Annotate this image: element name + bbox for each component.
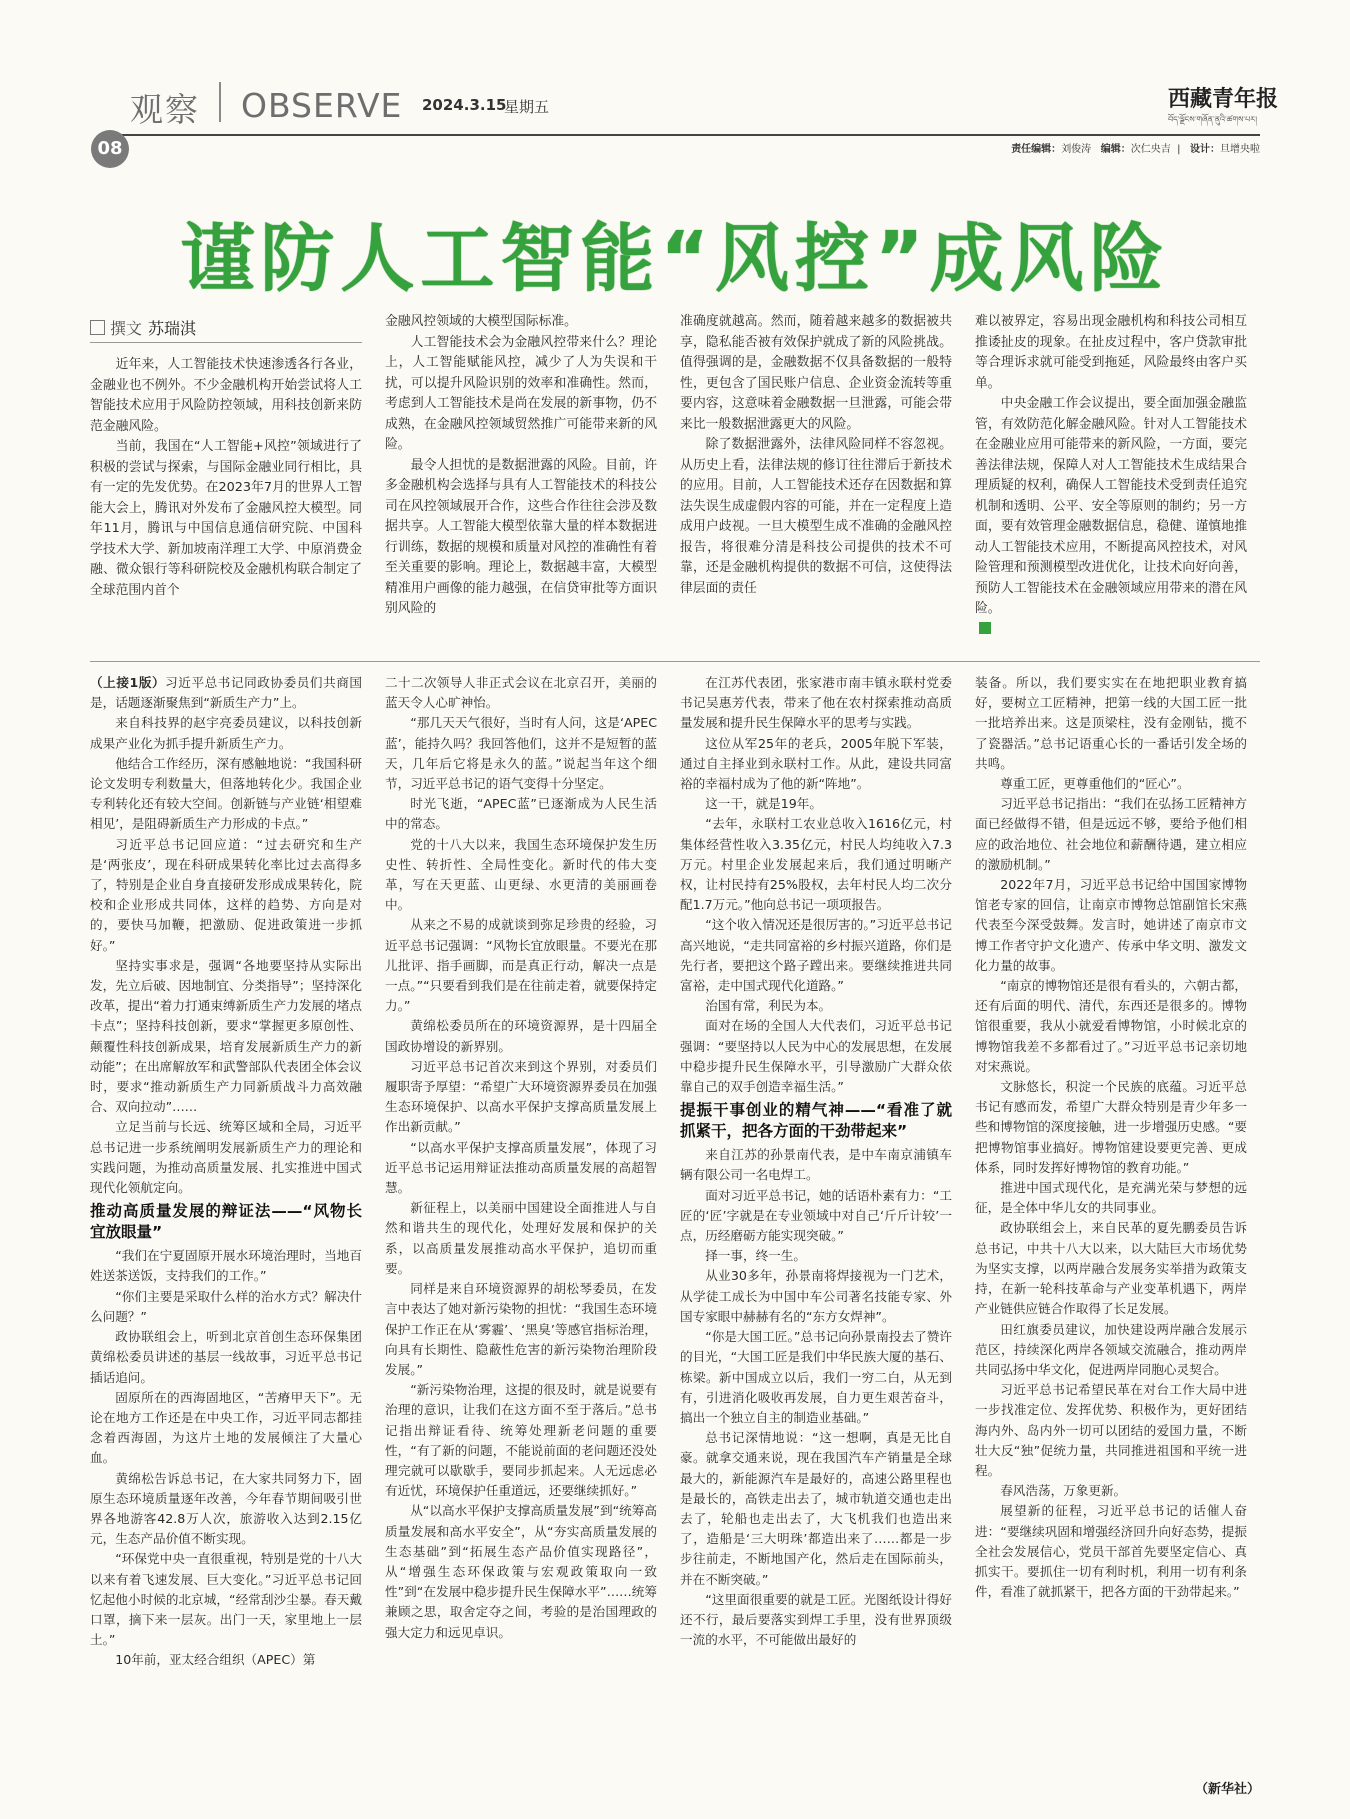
article1-column-3	[680, 312, 952, 599]
designer: 旦增央啦	[1220, 144, 1260, 155]
byline-label: 撰文	[110, 319, 143, 338]
author-name: 苏瑞淇	[148, 319, 197, 338]
paragraph: 总书记深情地说：“这一想啊，真是无比自豪。就拿交通来说，现在我国汽车产销量是全球最大的，新能源汽车是最好的，高速公路里程也是最长的，高铁走出去了，城市轨道交通也走出去了，轮船也走出去了，大飞机我们也造出来了，造船是‘三大明珠’都造出来了……都是一步步往前走，不断地国产化，然后走在国际前头，并在不断突破。”	[680, 1430, 952, 1587]
paragraph: 政协联组会上，听到北京首创生态环保集团黄绵松委员讲述的基层一线故事，习近平总书记插话追问。	[90, 1329, 362, 1385]
section-divider	[219, 82, 221, 122]
byline-rule	[90, 342, 362, 343]
paragraph: 黄绵松告诉总书记，在大家共同努力下，固原生态环境质量逐年改善，今年春节期间吸引世界各地游客42.8万人次，旅游收入达到2.15亿元，生态产品价值不断实现。	[90, 1470, 362, 1547]
issue-weekday: 星期五	[504, 98, 550, 116]
paragraph: 人工智能技术会为金融风控带来什么？理论上，人工智能赋能风控，减少了人为失误和干扰，可以提升风险识别的效率和准确性。然而，考虑到人工智能技术是尚在发展的新事物，仍不成熟，在金融风控领域贸然推广可能带来新的风险。	[385, 334, 657, 452]
paragraph: 二十二次领导人非正式会议在北京召开，美丽的蓝天令人心旷神怡。	[385, 675, 657, 711]
paragraph: 从“以高水平保护支撑高质量发展”到“统筹高质量发展和高水平安全”，从“夯实高质量发展的生态基础”到“拓展生态产品价值实现路径”，从“增强生态环保政策与宏观政策取向一致性”到“在发展中稳步提升民生保障水平”……统筹兼顾之思，取舍定夺之间，考验的是治国理政的强大定力和远见卓识。	[385, 1503, 657, 1640]
paragraph: 面对在场的全国人大代表们，习近平总书记强调：“要坚持以人民为中心的发展思想，在发展中稳步提升民生保障水平，引导激励广大群众依靠自己的双手创造幸福生活。”	[680, 1018, 952, 1095]
subheading: 提振干事创业的精气神——“看准了就抓紧干，把各方面的干劲带起来”	[680, 1101, 952, 1141]
editor-credits: 责任编辑：刘俊涛 编辑：次仁央吉 | 设计：旦增央啦	[1011, 144, 1260, 155]
paragraph: 推进中国式现代化，是充满光荣与梦想的远征，是全体中华儿女的共同事业。	[975, 1180, 1247, 1216]
header-rule	[122, 134, 1260, 136]
paragraph: 展望新的征程，习近平总书记的话催人奋进：“要继续巩固和增强经济回升向好态势，提振全社会发展信心，党员干部首先要坚定信心、真抓实干。要抓住一切有利时机，利用一切有利条件，看准了就抓紧干，把各方面的干劲带起来。”	[975, 1503, 1247, 1600]
paragraph: “南京的博物馆还是很有看头的，六朝古都，还有后面的明代、清代，东西还是很多的。博物馆很重要，我从小就爱看博物馆，小时候北京的博物馆我差不多都看过了。”习近平总书记亲切地对宋燕说。	[975, 978, 1247, 1074]
news-source: （新华社）	[1194, 1782, 1260, 1797]
paragraph: 中央金融工作会议提出，要全面加强金融监管，有效防范化解金融风险。针对人工智能技术在金融业应用可能带来的新风险，一方面，要完善法律法规，保障人对人工智能技术生成结果合理质疑的权利，确保人工智能技术受到责任追究机制和透明、公平、安全等原则的制约；另一方面，要有效管理金融数据信息，稳健、谨慎地推动人工智能技术应用，不断提高风控技术，对风险管理和预测模型改进优化，让技术向好向善，预防人工智能技术在金融领域应用带来的潜在风险。	[975, 396, 1247, 616]
paragraph: 当前，我国在“人工智能+风控”领域进行了积极的尝试与探索，与国际金融业同行相比，具有一定的先发优势。在2023年7月的世界人工智能大会上，腾讯对外发布了金融风控大模型。同年11月，腾讯与中国信息通信研究院、中国科学技术大学、新加坡南洋理工大学、中原消费金融、微众银行等科研院校及金融机构联合制定了全球范围内首个	[90, 439, 362, 598]
paragraph: “那几天天气很好，当时有人问，这是‘APEC蓝’，能持久吗？我回答他们，这并不是短暂的蓝天，几年后它将是永久的蓝。”说起当年这个细节，习近平总书记的语气变得十分坚定。	[385, 715, 657, 792]
paragraph: “以高水平保护支撑高质量发展”，体现了习近平总书记运用辩证法推动高质量发展的高超智慧。	[385, 1139, 657, 1196]
chief-editor: 刘俊涛	[1061, 144, 1092, 155]
paragraph: 习近平总书记回应道：“过去研究和生产是‘两张皮’，现在科研成果转化率比过去高得多了，特别是企业自身直接研发形成成果转化，院校和企业形成共同体，这样的趋势、方向是对的，要快马加鞭，把激励、促进政策进一步抓好。”	[90, 836, 362, 953]
paragraph: 2022年7月，习近平总书记给中国国家博物馆老专家的回信，让南京市博物总馆副馆长宋燕代表至今深受鼓舞。发言时，她讲述了南京市文博工作者守护文化遗产、传承中华文明、激发文化力量的故事。	[975, 877, 1247, 973]
paragraph: “我们在宁夏固原开展水环境治理时，当地百姓送茶送饭，支持我们的工作。”	[90, 1248, 362, 1284]
lead-paragraph	[90, 673, 362, 713]
article-end-mark-icon	[979, 622, 991, 634]
chief-editor-label: 责任编辑：	[1011, 144, 1062, 155]
paragraph: 尊重工匠，更尊重他们的“匠心”。	[1000, 776, 1190, 792]
paragraph: “新污染物治理，这提的很及时，就是说要有治理的意识，让我们在这方面不至于落后。”总书记指出辩证看待、统筹处理新老问题的重要性，“有了新的问题，不能说前面的老问题还没处理完就可以歇歇手，要同步抓起来。人无远虑必有近忧，环境保护任重道远，还要继续抓好。”	[385, 1382, 657, 1499]
paragraph: 春风浩荡，万象更新。	[1000, 1483, 1127, 1499]
paragraph: 习近平总书记指出：“我们在弘扬工匠精神方面已经做得不错，但是远远不够，要给予他们相应的政治地位、社会地位和薪酬待遇，建立相应的激励机制。”	[975, 796, 1247, 872]
paragraph: 同样是来自环境资源界的胡松琴委员，在发言中表达了她对新污染物的担忧：“我国生态环境保护工作正在从‘雾霾’、‘黑臭’等感官指标治理，向具有长期性、隐蔽性危害的新污染物治理阶段发展。”	[385, 1281, 657, 1377]
paragraph: 来自江苏的孙景南代表，是中车南京浦镇车辆有限公司一名电焊工。	[680, 1147, 952, 1183]
paragraph: 装备。所以，我们要实实在在地把职业教育搞好，要树立工匠精神，把第一线的大国工匠一批一批培养出来。这是顶梁柱，没有金刚钻，揽不了瓷器活。”总书记语重心长的一番话引发全场的共鸣。	[975, 675, 1247, 771]
section-title-en: OBSERVE	[241, 86, 403, 125]
paragraph: 10年前，亚太经合组织（APEC）第	[115, 1652, 316, 1668]
paragraph: 近年来，人工智能技术快速渗透各行各业，金融业也不例外。不少金融机构开始尝试将人工智能技术应用于风险防控领域，用科技创新来防范金融风险。	[90, 357, 362, 434]
paragraph: 金融风控领域的大模型国际标准。	[385, 314, 577, 329]
article-divider	[90, 661, 1260, 662]
editor-label: 编辑：	[1100, 144, 1131, 155]
paragraph: 他结合工作经历，深有感触地说：“我国科研论文发明专利数量大，但落地转化少。我国企业专利转化还有较大空间。创新链与产业链‘相望难相见’，是阻碍新质生产力形成的卡点。”	[90, 755, 362, 832]
paragraph: 坚持实事求是，强调“各地要坚持从实际出发，先立后破、因地制宜、分类指导”；坚持深化改革，提出“着力打通束缚新质生产力发展的堵点卡点”；坚持科技创新，要求“掌握更多原创性、颠覆性科技创新成果，培育发展新质生产力的新动能”；在出席解放军和武警部队代表团全体会议时，要求“推动新质生产力同新质战斗力高效融合、双向拉动”……	[90, 957, 362, 1115]
paragraph: 准确度就越高。然而，随着越来越多的数据被共享，隐私能否被有效保护就成了新的风险挑战。值得强调的是，金融数据不仅具备数据的一般特性，更包含了国民账户信息、企业资金流转等重要内容，这意味着金融数据一旦泄露，可能会带来比一般数据泄露更大的风险。	[680, 314, 952, 432]
paragraph: 这位从军25年的老兵，2005年脱下军装，通过自主择业到永联村工作。从此，建设共同富裕的幸福村成为了他的新“阵地”。	[680, 735, 952, 792]
paragraph: 从来之不易的成就谈到弥足珍贵的经验，习近平总书记强调：“风物长宜放眼量。不要光在那儿批评、指手画脚，而是真正行动，解决一点是一点。”“只要看到我们是在往前走着，就要保持定力。”	[385, 917, 657, 1014]
paragraph: 文脉悠长，积淀一个民族的底蕴。习近平总书记有感而发，希望广大群众特别是青少年多一些和博物馆的深度接触，进一步增强历史感。“要把博物馆事业搞好。博物馆建设要更完善、更成体系，同时发挥好博物馆的教育功能。”	[975, 1079, 1247, 1175]
paragraph: 立足当前与长远、统筹区域和全局，习近平总书记进一步系统阐明发展新质生产力的理论和实践问题，为推动高质量发展、扎实推进中国式现代化领航定向。	[90, 1119, 362, 1196]
section-title-cn: 观察	[130, 90, 200, 129]
paragraph: “这个收入情况还是很厉害的。”习近平总书记高兴地说，“走共同富裕的乡村振兴道路，你们是先行者，要把这个路子蹚出来。要继续推进共同富裕，走中国式现代化道路。”	[680, 917, 952, 994]
newspaper-logo: 西藏青年报	[1168, 86, 1279, 112]
paragraph: “环保党中央一直很重视，特别是党的十八大以来有着飞速发展、巨大变化。”习近平总书记回忆起他小时候的北京城，“经常刮沙尘暴。春天戴口罩，摘下来一层灰。出门一天，家里地上一层土。”	[90, 1551, 362, 1648]
pen-icon	[90, 320, 105, 335]
article1-column-4	[975, 312, 1247, 640]
paragraph: 面对习近平总书记，她的话语朴素有力：“工匠的‘匠’字就是在专业领域中对自己‘斤斤计较’一点，历经磨砺方能实现突破。”	[680, 1187, 952, 1244]
article2-column-2	[385, 673, 657, 1643]
paragraph: 固原所在的西海固地区，“苦瘠甲天下”。无论在地方工作还是在中央工作，习近平同志都挂念着西海固，为这片土地的发展倾注了大量心血。	[90, 1389, 362, 1466]
paragraph: 这一干，就是19年。	[705, 796, 822, 812]
paragraph: 除了数据泄露外，法律风险同样不容忽视。从历史上看，法律法规的修订往往滞后于新技术的应用。目前，人工智能技术还存在因数据和算法失误生成虚假内容的可能，并在一定程度上造成用户歧视。一旦大模型生成不准确的金融风控报告，将很难分清是科技公司提供的技术不可靠，还是金融机构提供的数据不可信，这使得法律层面的责任	[680, 437, 952, 596]
paragraph: 治国有常，利民为本。	[705, 998, 832, 1014]
paragraph: 难以被界定，容易出现金融机构和科技公司相互推诿扯皮的现象。在扯皮过程中，客户贷款审批等合理诉求就可能受到拖延，风险最终由客户买单。	[975, 314, 1247, 391]
article-headline: 谨防人工智能“风控”成风险	[180, 216, 1170, 302]
paragraph: 田红旗委员建议，加快建设两岸融合发展示范区，持续深化两岸各领域交流融合，推动两岸共同弘扬中华文化，促进两岸同胞心灵契合。	[975, 1321, 1247, 1377]
page-number-badge: 08	[91, 130, 129, 168]
design-label: 设计：	[1190, 144, 1220, 155]
article2-column-3	[680, 673, 952, 1650]
continued-label: （上接1版）	[90, 675, 166, 690]
article2-column-1	[90, 673, 362, 1671]
paragraph: 从业30多年，孙景南将焊接视为一门艺术，从学徒工成长为中国中车公司著名技能专家、外国专家眼中赫赫有名的“东方女焊神”。	[680, 1268, 952, 1324]
paragraph: 党的十八大以来，我国生态环境保护发生历史性、转折性、全局性变化。新时代的伟大变革，写在天更蓝、山更绿、水更清的美丽画卷中。	[385, 836, 657, 913]
paragraph: 择一事，终一生。	[705, 1248, 806, 1264]
paragraph: 黄绵松委员所在的环境资源界，是十四届全国政协增设的新界别。	[385, 1018, 657, 1054]
paragraph: “这里面很重要的就是工匠。光图纸设计得好还不行，最后要落实到焊工手里，没有世界顶级一流的水平，不可能做出最好的	[680, 1591, 952, 1648]
lead-text: 习近平总书记同政协委员们共商国是，话题逐渐聚焦到“新质生产力”上。	[90, 675, 362, 711]
paragraph: 习近平总书记首次来到这个界别，对委员们履职寄予厚望：“希望广大环境资源界委员在加强生态环境保护、以高水平保护支撑高质量发展上作出新贡献。”	[385, 1058, 657, 1135]
paragraph: 政协联组会上，来自民革的夏先鹏委员告诉总书记，中共十八大以来，以大陆巨大市场优势为坚实支撑，以两岸融合发展务实举措为政策支持，在新一轮科技革命与产业变革机遇下，两岸产业链供应链合作取得了长足发展。	[975, 1220, 1247, 1317]
paragraph: “去年，永联村工农业总收入1616亿元，村集体经营性收入3.35亿元，村民人均纯收入7.3万元。村里企业发展起来后，我们通过明晰产权，让村民持有25%股权，去年村民人均二次分配1.7万元。”他向总书记一项项报告。	[680, 816, 952, 913]
subheading: 推动高质量发展的辩证法——“风物长宜放眼量”	[90, 1202, 362, 1242]
newspaper-logo-tibetan: བོད་ལྗོངས་གཞོན་ནུའི་ཚགས་པར།	[1168, 115, 1257, 124]
issue-date: 2024.3.15	[422, 96, 507, 114]
paragraph: 来自科技界的赵宇亮委员建议，以科技创新成果产业化为抓手提升新质生产力。	[90, 715, 362, 751]
editor: 次仁央吉	[1130, 144, 1171, 155]
article1-column-2	[385, 312, 657, 620]
paragraph: 新征程上，以美丽中国建设全面推进人与自然和谐共生的现代化，处理好发展和保护的关系，以高质量发展推动高水平保护，追切而重要。	[385, 1200, 657, 1276]
paragraph: 时光飞逝，“APEC蓝”已逐渐成为人民生活中的常态。	[385, 796, 657, 832]
article1-column-1	[90, 355, 362, 601]
paragraph: “你是大国工匠。”总书记向孙景南投去了赞许的目光，“大国工匠是我们中华民族大厦的基石、栋梁。新中国成立以后，我们一穷二白，从无到有，引进消化吸收再发展，自力更生艰苦奋斗，搞出一个独立自主的制造业基础。”	[680, 1329, 952, 1425]
paragraph: 在江苏代表团，张家港市南丰镇永联村党委书记吴惠芳代表，带来了他在农村探索推动高质量发展和提升民生保障水平的思考与实践。	[680, 675, 952, 731]
paragraph: 习近平总书记希望民革在对台工作大局中进一步找准定位、发挥优势、积极作为，更好团结海内外、岛内外一切可以团结的爱国力量，不断壮大反“独”促统力量，共同推进祖国和平统一进程。	[975, 1382, 1247, 1478]
byline	[90, 316, 196, 339]
paragraph: “你们主要是采取什么样的治水方式？解决什么问题？”	[90, 1288, 362, 1324]
paragraph: 最令人担忧的是数据泄露的风险。目前，许多金融机构会选择与具有人工智能技术的科技公司在风控领域展开合作，这些合作往往会涉及数据共享。人工智能大模型依靠大量的样本数据进行训练，数据的规模和质量对风控的准确性有着至关重要的影响。理论上，数据越丰富，大模型精准用户画像的能力越强，在信贷审批等方面识别风险的	[385, 457, 657, 616]
article2-column-4	[975, 673, 1247, 1602]
